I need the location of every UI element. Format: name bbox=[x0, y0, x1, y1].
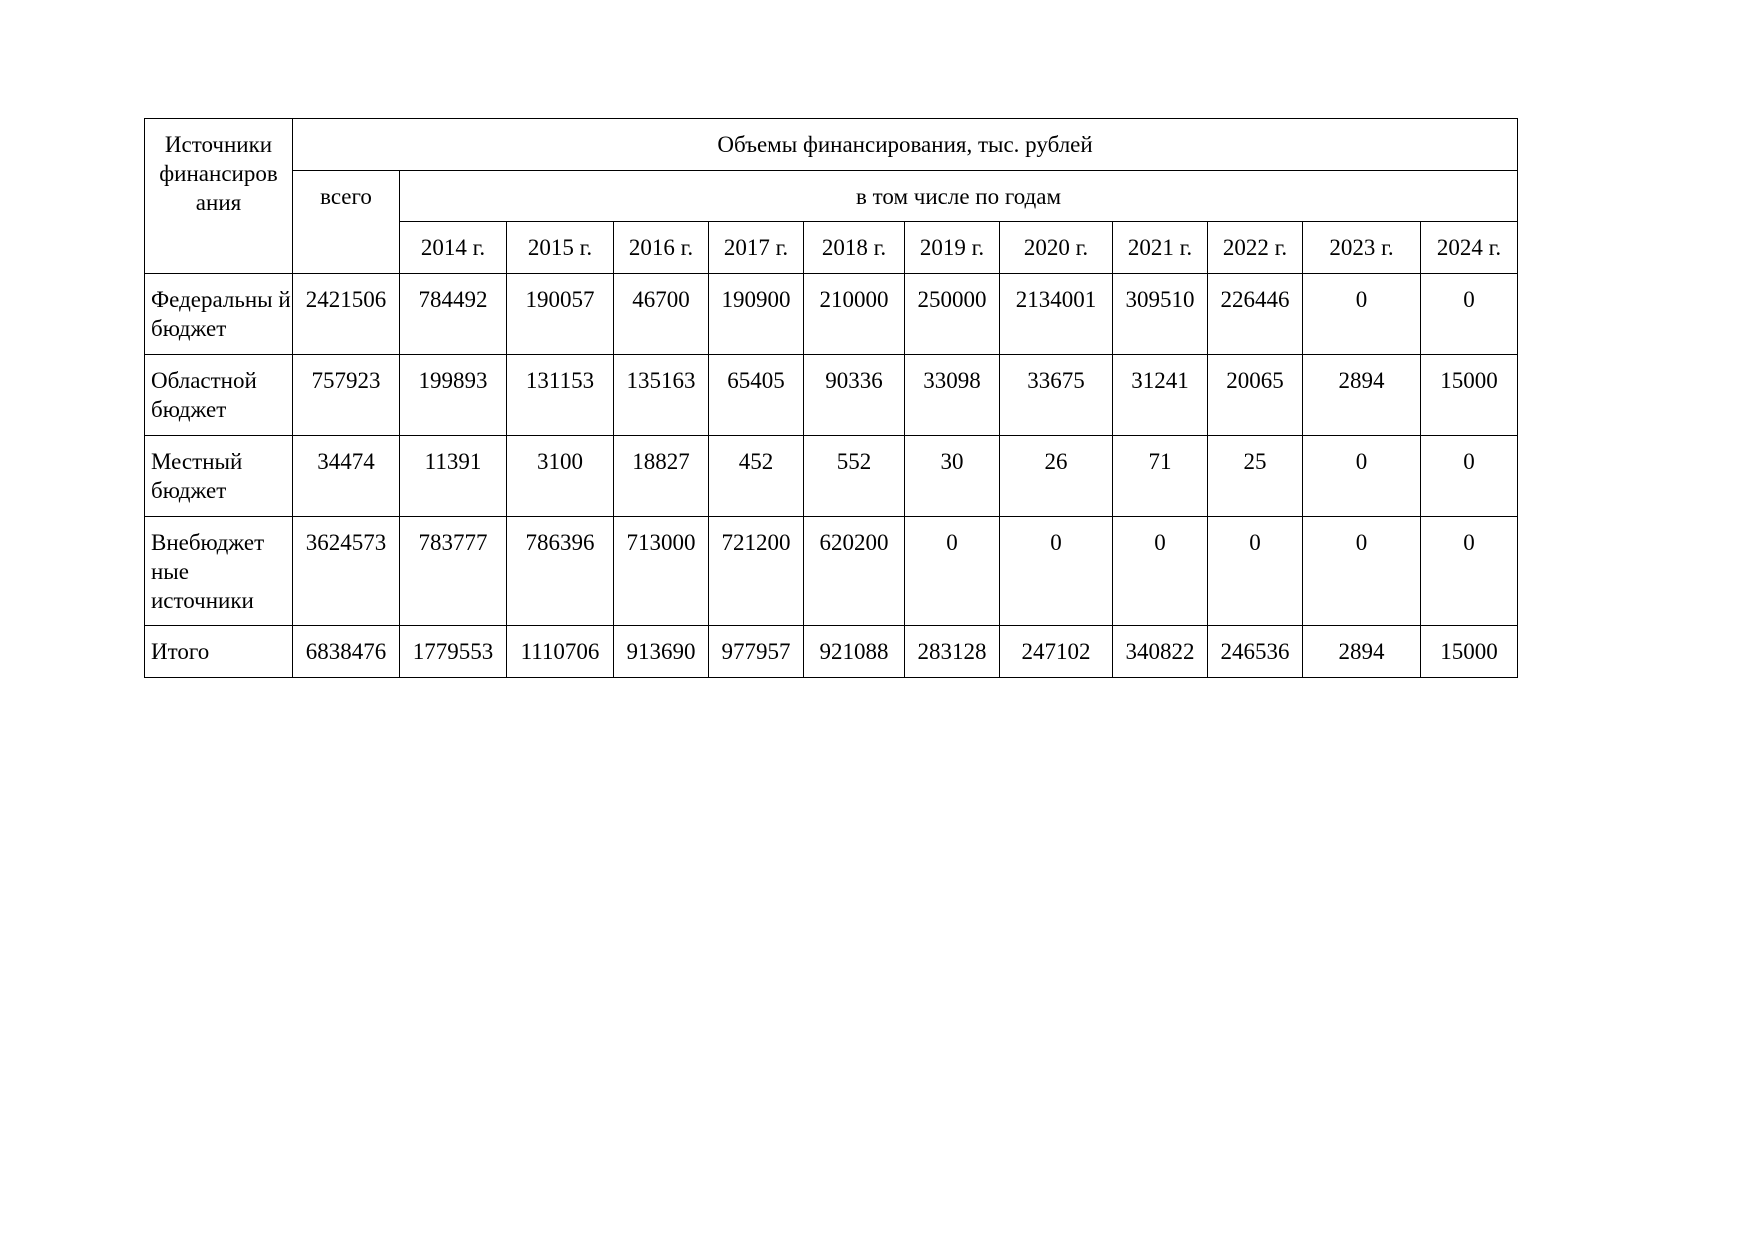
value-cell bbox=[1208, 517, 1303, 626]
year-value: 31241 bbox=[1131, 368, 1189, 393]
header-year-cell bbox=[804, 222, 905, 274]
value-cell bbox=[804, 436, 905, 517]
value-cell bbox=[709, 274, 804, 355]
value-cell bbox=[400, 626, 507, 678]
source-cell bbox=[145, 517, 293, 626]
source-label: Областной бюджет bbox=[151, 368, 257, 422]
year-value: 25 bbox=[1243, 449, 1267, 474]
value-cell bbox=[1113, 355, 1208, 436]
value-cell bbox=[804, 626, 905, 678]
value-cell bbox=[400, 517, 507, 626]
year-value: 0 bbox=[1154, 530, 1166, 555]
year-value: 0 bbox=[1463, 530, 1475, 555]
total-cell bbox=[293, 626, 400, 678]
source-cell bbox=[145, 355, 293, 436]
year-value: 452 bbox=[738, 449, 774, 474]
value-cell bbox=[1113, 626, 1208, 678]
header-year-label: 2019 г. bbox=[919, 235, 985, 260]
year-value: 309510 bbox=[1125, 287, 1195, 312]
year-value: 713000 bbox=[626, 530, 696, 555]
year-value: 246536 bbox=[1220, 639, 1290, 664]
total-cell bbox=[293, 274, 400, 355]
value-cell bbox=[709, 436, 804, 517]
year-value: 135163 bbox=[626, 368, 696, 393]
header-year-cell bbox=[614, 222, 709, 274]
header-year-label: 2017 г. bbox=[723, 235, 789, 260]
value-cell bbox=[507, 436, 614, 517]
value-cell bbox=[614, 274, 709, 355]
header-year-cell bbox=[905, 222, 1000, 274]
value-cell bbox=[1303, 436, 1421, 517]
year-value: 0 bbox=[1355, 530, 1368, 555]
header-year-label: 2014 г. bbox=[420, 235, 486, 260]
year-value: 33675 bbox=[1027, 368, 1085, 393]
value-cell bbox=[400, 436, 507, 517]
year-value: 247102 bbox=[1021, 639, 1091, 664]
value-cell bbox=[614, 517, 709, 626]
value-cell bbox=[614, 436, 709, 517]
value-cell bbox=[400, 274, 507, 355]
value-cell bbox=[614, 626, 709, 678]
table-row bbox=[145, 436, 1518, 517]
value-cell bbox=[709, 517, 804, 626]
total-value: 6838476 bbox=[305, 639, 387, 664]
year-value: 15000 bbox=[1440, 639, 1498, 664]
source-cell bbox=[145, 626, 293, 678]
value-cell bbox=[709, 355, 804, 436]
value-cell bbox=[1208, 626, 1303, 678]
value-cell bbox=[1113, 436, 1208, 517]
value-cell bbox=[804, 517, 905, 626]
value-cell bbox=[1000, 517, 1113, 626]
value-cell bbox=[1303, 626, 1421, 678]
value-cell bbox=[507, 626, 614, 678]
year-value: 190900 bbox=[721, 287, 791, 312]
year-value: 131153 bbox=[525, 368, 595, 393]
value-cell bbox=[905, 517, 1000, 626]
header-year-cell bbox=[709, 222, 804, 274]
year-value: 90336 bbox=[825, 368, 883, 393]
value-cell bbox=[804, 274, 905, 355]
source-cell bbox=[145, 274, 293, 355]
header-year-label: 2024 г. bbox=[1436, 235, 1502, 260]
year-value: 3100 bbox=[537, 449, 583, 474]
table-row bbox=[145, 355, 1518, 436]
header-year-cell bbox=[1208, 222, 1303, 274]
total-value: 34474 bbox=[317, 449, 375, 474]
value-cell bbox=[1421, 355, 1518, 436]
value-cell bbox=[1208, 355, 1303, 436]
header-year-cell bbox=[1113, 222, 1208, 274]
year-value: 210000 bbox=[819, 287, 889, 312]
source-label: Федеральны й бюджет bbox=[151, 287, 291, 341]
year-value: 18827 bbox=[632, 449, 690, 474]
total-cell bbox=[293, 436, 400, 517]
value-cell bbox=[1421, 626, 1518, 678]
value-cell bbox=[1000, 436, 1113, 517]
value-cell bbox=[1208, 436, 1303, 517]
header-year-label: 2015 г. bbox=[527, 235, 593, 260]
header-year-label: 2021 г. bbox=[1127, 235, 1193, 260]
year-value: 1779553 bbox=[412, 639, 494, 664]
value-cell bbox=[709, 626, 804, 678]
header-row-1 bbox=[145, 119, 1518, 171]
value-cell bbox=[1421, 274, 1518, 355]
header-volumes-label: Объемы финансирования, тыс. рублей bbox=[717, 132, 1093, 157]
value-cell bbox=[1000, 274, 1113, 355]
year-value: 20065 bbox=[1226, 368, 1284, 393]
header-total-label: всего bbox=[320, 184, 372, 209]
year-value: 552 bbox=[836, 449, 872, 474]
year-value: 0 bbox=[1463, 449, 1475, 474]
header-year-cell bbox=[1421, 222, 1518, 274]
total-cell bbox=[293, 517, 400, 626]
year-value: 786396 bbox=[525, 530, 595, 555]
year-value: 199893 bbox=[418, 368, 488, 393]
source-cell bbox=[145, 436, 293, 517]
year-value: 783777 bbox=[418, 530, 488, 555]
total-cell bbox=[293, 355, 400, 436]
total-row bbox=[145, 626, 1518, 678]
header-volumes-cell bbox=[293, 119, 1518, 171]
total-value: 757923 bbox=[311, 368, 381, 393]
value-cell bbox=[1208, 274, 1303, 355]
header-by-years-cell bbox=[400, 171, 1518, 222]
financing-table bbox=[144, 118, 1518, 678]
value-cell bbox=[1303, 517, 1421, 626]
source-label: Местный бюджет bbox=[151, 449, 243, 503]
year-value: 33098 bbox=[923, 368, 981, 393]
value-cell bbox=[614, 355, 709, 436]
year-value: 65405 bbox=[727, 368, 785, 393]
year-value: 721200 bbox=[721, 530, 791, 555]
year-value: 977957 bbox=[721, 639, 791, 664]
header-row-2 bbox=[145, 171, 1518, 222]
year-value: 0 bbox=[1050, 530, 1062, 555]
year-value: 0 bbox=[1355, 449, 1368, 474]
year-value: 784492 bbox=[418, 287, 488, 312]
value-cell bbox=[1421, 517, 1518, 626]
year-value: 0 bbox=[1463, 287, 1475, 312]
source-label: Итого bbox=[151, 639, 210, 664]
year-value: 26 bbox=[1044, 449, 1068, 474]
value-cell bbox=[905, 626, 1000, 678]
value-cell bbox=[1113, 274, 1208, 355]
header-total-cell bbox=[293, 171, 400, 274]
value-cell bbox=[1000, 626, 1113, 678]
header-year-cell bbox=[507, 222, 614, 274]
header-by-years-label: в том числе по годам bbox=[856, 184, 1061, 209]
year-value: 30 bbox=[940, 449, 964, 474]
total-value: 3624573 bbox=[305, 530, 387, 555]
year-value: 2134001 bbox=[1015, 287, 1097, 312]
year-value: 340822 bbox=[1125, 639, 1195, 664]
header-year-cell bbox=[400, 222, 507, 274]
value-cell bbox=[1303, 355, 1421, 436]
source-label: Внебюджет ные источники bbox=[151, 530, 265, 613]
header-year-label: 2018 г. bbox=[821, 235, 887, 260]
header-year-label: 2023 г. bbox=[1329, 235, 1394, 260]
value-cell bbox=[507, 517, 614, 626]
value-cell bbox=[905, 436, 1000, 517]
year-value: 0 bbox=[946, 530, 958, 555]
value-cell bbox=[400, 355, 507, 436]
total-value: 2421506 bbox=[305, 287, 387, 312]
year-value: 283128 bbox=[917, 639, 987, 664]
value-cell bbox=[905, 355, 1000, 436]
header-year-cell bbox=[1303, 222, 1421, 274]
value-cell bbox=[804, 355, 905, 436]
value-cell bbox=[1421, 436, 1518, 517]
header-sources-label: Источники финансиров ания bbox=[159, 132, 278, 215]
value-cell bbox=[905, 274, 1000, 355]
table-row bbox=[145, 274, 1518, 355]
year-value: 46700 bbox=[632, 287, 690, 312]
year-value: 620200 bbox=[819, 530, 889, 555]
header-year-cell bbox=[1000, 222, 1113, 274]
value-cell bbox=[507, 274, 614, 355]
header-sources-cell bbox=[145, 119, 293, 274]
year-value: 250000 bbox=[917, 287, 987, 312]
year-value: 2894 bbox=[1338, 368, 1385, 393]
year-value: 190057 bbox=[525, 287, 595, 312]
value-cell bbox=[1113, 517, 1208, 626]
header-year-label: 2022 г. bbox=[1222, 235, 1288, 260]
year-value: 226446 bbox=[1220, 287, 1290, 312]
year-value: 921088 bbox=[819, 639, 889, 664]
value-cell bbox=[1303, 274, 1421, 355]
year-value: 15000 bbox=[1440, 368, 1498, 393]
value-cell bbox=[1000, 355, 1113, 436]
year-value: 71 bbox=[1148, 449, 1172, 474]
year-value: 0 bbox=[1249, 530, 1261, 555]
year-value: 2894 bbox=[1338, 639, 1385, 664]
header-year-label: 2020 г. bbox=[1023, 235, 1089, 260]
table-row bbox=[145, 517, 1518, 626]
year-value: 0 bbox=[1355, 287, 1368, 312]
year-value: 913690 bbox=[626, 639, 696, 664]
year-value: 11391 bbox=[424, 449, 482, 474]
header-year-label: 2016 г. bbox=[628, 235, 694, 260]
year-value: 1110706 bbox=[520, 639, 600, 664]
value-cell bbox=[507, 355, 614, 436]
